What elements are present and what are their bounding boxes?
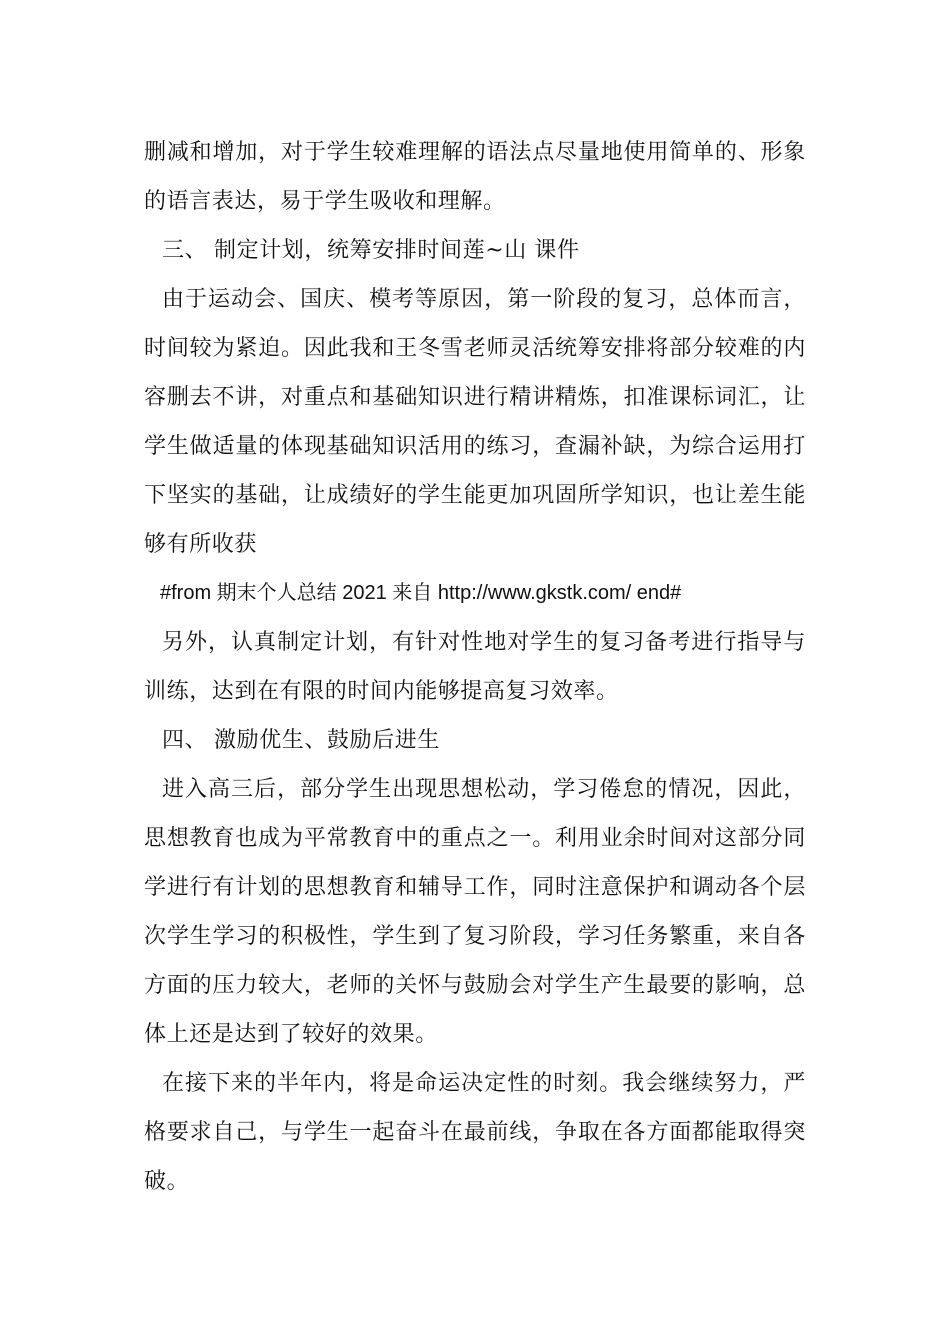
paragraph-conclusion: 在接下来的半年内，将是命运决定性的时刻。我会继续努力，严格要求自己，与学生一起奋斗在最前线，争取在各方面都能取得突破。 xyxy=(144,1071,806,1194)
section-heading-four xyxy=(144,716,806,765)
section-number: 三、 xyxy=(162,238,208,263)
paragraph-intro-continuation: 删减和增加，对于学生较难理解的语法点尽量地使用简单的、形象的语言表达，易于学生吸收和理解。 xyxy=(144,140,806,214)
paragraph-motivation: 进入高三后，部分学生出现思想松动，学习倦怠的情况，因此，思想教育也成为平常教育中的重点之一。利用业余时间对这部分同学进行有计划的思想教育和辅导工作，同时注意保护和调动各个层次学生学习的积极性，学生到了复习阶段，学习任务繁重，来自各方面的压力较大，老师的关怀与鼓励会对学生产生最要的影响，总体上还是达到了较好的效果。 xyxy=(144,777,806,1047)
section-number: 四、 xyxy=(162,728,208,753)
document-body xyxy=(144,128,806,1206)
section-title: 激励优生、鼓励后进生 xyxy=(214,728,441,753)
section-title: 制定计划，统筹安排时间莲~山 课件 xyxy=(214,238,580,263)
paragraph-schedule: 由于运动会、国庆、模考等原因，第一阶段的复习，总体而言，时间较为紧迫。因此我和王冬雪老师灵活统筹安排将部分较难的内容删去不讲，对重点和基础知识进行精讲精炼，扣准课标词汇，让学生做适量的体现基础知识活用的练习，查漏补缺，为综合运用打下坚实的基础，让成绩好的学生能更加巩固所学知识，也让差生能够有所收获 xyxy=(144,287,806,557)
paragraph-plan: 另外，认真制定计划，有针对性地对学生的复习备考进行指导与训练，达到在有限的时间内能够提高复习效率。 xyxy=(144,630,806,704)
source-marker-line: #from 期末个人总结 2021 来自 http://www.gkstk.com/ end# xyxy=(160,582,682,604)
section-heading-three xyxy=(144,226,806,275)
